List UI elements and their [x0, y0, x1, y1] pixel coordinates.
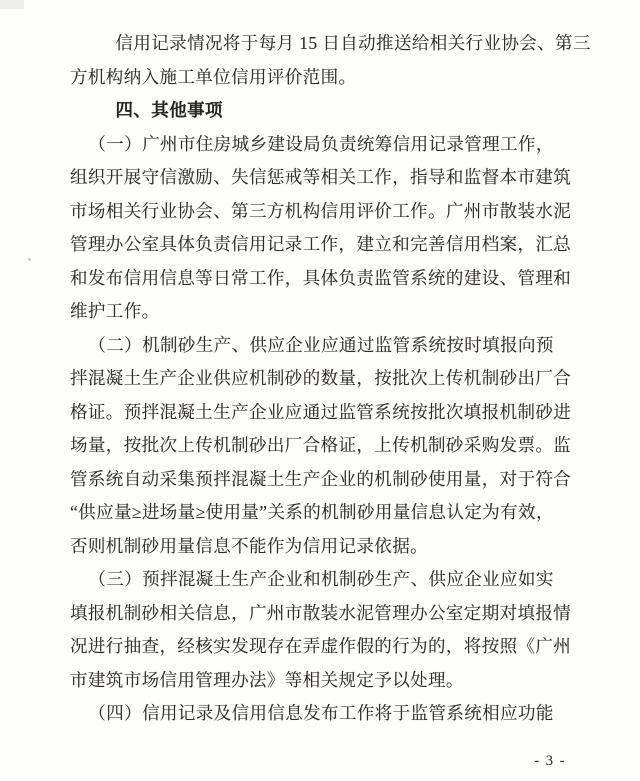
text-line: 填报机制砂相关信息，广州市散装水泥管理办公室定期对填报情	[70, 602, 572, 623]
text-line: 否则机制砂用量信息不能作为信用记录依据。	[70, 535, 428, 556]
text-line: 市建筑市场信用管理办法》等相关规定予以处理。	[70, 669, 464, 690]
text-line: 管系统自动采集预拌混凝土生产企业的机制砂使用量，对于符合	[70, 468, 572, 489]
text-line: 市场相关行业协会、第三方机构信用评价工作。广州市散装水泥	[70, 200, 572, 221]
text-line: 信用记录情况将于每月 15 日自动推送给相关行业协会、第三	[115, 33, 591, 53]
text-line: 四、其他事项	[115, 100, 223, 120]
page-number: - 3 -	[534, 753, 566, 769]
text-line: 况进行抽查，经核实发现存在弄虚作假的行为的，将按照《广州	[70, 636, 572, 656]
text-line: （二）机制砂生产、供应企业应通过监管系统按时填报向预	[88, 334, 554, 355]
text-line: “供应量≥进场量≥使用量”关系的机制砂用量信息认定为有效，	[70, 502, 554, 522]
section-heading	[70, 94, 574, 128]
text-line: （一）广州市住房城乡建设局负责统筹信用记录管理工作，	[88, 133, 554, 154]
scan-artifact	[28, 258, 31, 261]
paragraph	[70, 27, 591, 94]
text-line: （四）信用记录及信用信息发布工作将于监管系统相应功能	[88, 703, 554, 723]
text-line: 组织开展守信激励、失信惩戒等相关工作，指导和监督本市建筑	[70, 167, 572, 187]
text-line: （三）预拌混凝土生产企业和机制砂生产、供应企业应如实	[88, 569, 554, 589]
paragraph	[70, 697, 574, 731]
text-line: 拌混凝土生产企业供应机制砂的数量，按批次上传机制砂出厂合	[70, 368, 572, 388]
paragraph	[70, 563, 574, 697]
text-line: 管理办公室具体负责信用记录工作，建立和完善信用档案，汇总	[70, 234, 572, 254]
text-line: 场量，按批次上传机制砂出厂合格证，上传机制砂采购发票。监	[70, 435, 572, 455]
document-body	[70, 27, 591, 731]
paragraph	[70, 128, 574, 329]
scan-artifact	[0, 0, 24, 9]
text-line: 方机构纳入施工单位信用评价范围。	[70, 66, 357, 87]
text-line: 格证。预拌混凝土生产企业应通过监管系统按批次填报机制砂进	[70, 401, 572, 422]
text-line: 维护工作。	[70, 301, 160, 321]
text-line: 和发布信用信息等日常工作，具体负责监管系统的建设、管理和	[70, 267, 572, 288]
paragraph	[70, 329, 574, 564]
